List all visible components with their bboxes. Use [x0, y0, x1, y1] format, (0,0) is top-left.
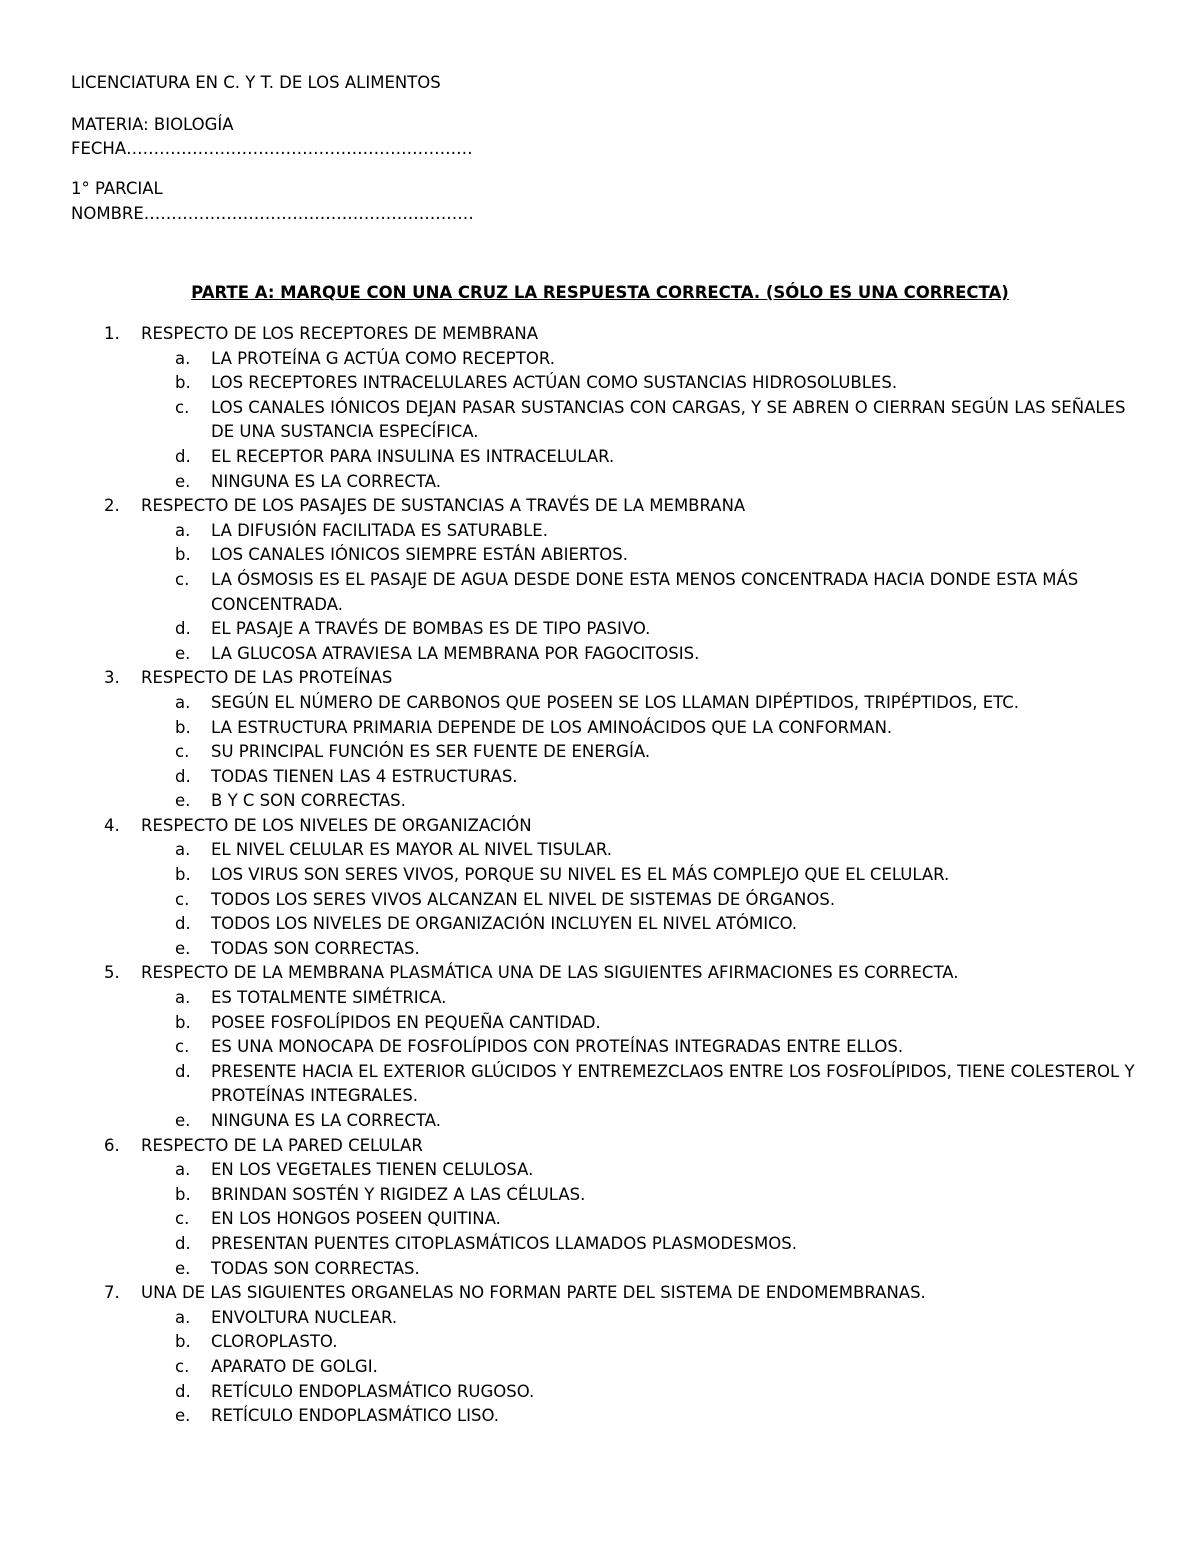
option-letter: e. — [175, 1111, 191, 1130]
question-number: 3. — [104, 668, 120, 688]
option-text: TODOS LOS SERES VIVOS ALCANZAN EL NIVEL DE SISTEMAS DE ÓRGANOS. — [211, 889, 836, 909]
option-letter: a. — [175, 1307, 191, 1327]
option-letter: c. — [175, 397, 190, 417]
answer-option[interactable] — [0, 617, 1200, 642]
question-text: RESPECTO DE LA MEMBRANA PLASMÁTICA UNA DE LAS SIGUIENTES AFIRMACIONES ES CORRECTA. — [141, 963, 959, 983]
option-letter: d. — [175, 766, 191, 786]
option-text: LA ESTRUCTURA PRIMARIA DEPENDE DE LOS AMINOÁCIDOS QUE LA CONFORMAN. — [211, 717, 893, 737]
question-number: 6. — [104, 1135, 120, 1155]
option-text: APARATO DE GOLGI. — [211, 1356, 378, 1376]
answer-option[interactable] — [0, 912, 1200, 937]
degree-title: LICENCIATURA EN C. Y T. DE LOS ALIMENTOS — [71, 73, 441, 92]
option-text: ENVOLTURA NUCLEAR. — [211, 1307, 398, 1327]
question-item — [0, 666, 1200, 814]
option-letter: b. — [175, 865, 191, 885]
option-letter: c. — [175, 1037, 190, 1057]
answer-option[interactable] — [0, 888, 1200, 913]
option-text: EL PASAJE A TRAVÉS DE BOMBAS ES DE TIPO PASIVO. — [211, 619, 651, 639]
option-letter: c. — [175, 569, 190, 589]
answer-option[interactable] — [0, 543, 1200, 568]
answer-option[interactable] — [0, 642, 1200, 667]
option-letter: b. — [175, 1332, 191, 1352]
answer-option[interactable] — [0, 789, 1200, 814]
question-item — [0, 961, 1200, 1133]
question-row — [0, 961, 1200, 986]
option-text: RETÍCULO ENDOPLASMÁTICO LISO. — [211, 1406, 500, 1426]
option-text: TODAS SON CORRECTAS. — [211, 938, 420, 958]
question-text: RESPECTO DE LA PARED CELULAR — [141, 1135, 423, 1155]
answer-option[interactable] — [0, 1060, 1200, 1109]
option-text: LOS CANALES IÓNICOS DEJAN PASAR SUSTANCIAS CON CARGAS, Y SE ABREN O CIERRAN SEGÚN LAS SEÑALES DE UNA SUSTANCIA ESPECÍFICA. — [211, 397, 1126, 442]
option-text: RETÍCULO ENDOPLASMÁTICO RUGOSO. — [211, 1381, 535, 1401]
option-text: LA GLUCOSA ATRAVIESA LA MEMBRANA POR FAGOCITOSIS. — [211, 643, 700, 663]
question-number: 5. — [104, 963, 120, 983]
option-text: LOS RECEPTORES INTRACELULARES ACTÚAN COMO SUSTANCIAS HIDROSOLUBLES. — [211, 373, 898, 393]
answer-option[interactable] — [0, 519, 1200, 544]
answer-option[interactable] — [0, 1109, 1200, 1134]
answer-option[interactable] — [0, 863, 1200, 888]
option-letter: d. — [175, 1381, 191, 1401]
answer-option[interactable] — [0, 1330, 1200, 1355]
answer-option[interactable] — [0, 1158, 1200, 1183]
answer-option[interactable] — [0, 1035, 1200, 1060]
section-title: PARTE A: MARQUE CON UNA CRUZ LA RESPUESTA CORRECTA. (SÓLO ES UNA CORRECTA) — [191, 283, 1009, 302]
option-text: SEGÚN EL NÚMERO DE CARBONOS QUE POSEEN SE LOS LLAMAN DIPÉPTIDOS, TRIPÉPTIDOS, ETC. — [211, 692, 1020, 712]
answer-option[interactable] — [0, 1207, 1200, 1232]
option-text: TODAS TIENEN LAS 4 ESTRUCTURAS. — [211, 766, 518, 786]
answer-option[interactable] — [0, 691, 1200, 716]
option-letter: d. — [175, 914, 191, 934]
question-item — [0, 494, 1200, 666]
question-item — [0, 1281, 1200, 1429]
option-letter: d. — [175, 446, 191, 466]
answer-option[interactable] — [0, 986, 1200, 1011]
option-text: LA ÓSMOSIS ES EL PASAJE DE AGUA DESDE DONE ESTA MENOS CONCENTRADA HACIA DONDE ESTA MÁS CONCENTRADA. — [211, 569, 1079, 614]
option-letter: e. — [175, 643, 191, 663]
option-letter: c. — [175, 889, 190, 909]
option-letter: d. — [175, 1233, 191, 1253]
answer-option[interactable] — [0, 396, 1200, 445]
option-text: PRESENTAN PUENTES CITOPLASMÁTICOS LLAMADOS PLASMODESMOS. — [211, 1233, 797, 1253]
option-letter: c. — [175, 1209, 190, 1229]
option-text: TODOS LOS NIVELES DE ORGANIZACIÓN INCLUYEN EL NIVEL ATÓMICO. — [211, 914, 798, 934]
option-text: NINGUNA ES LA CORRECTA. — [211, 1111, 441, 1130]
option-letter: e. — [175, 471, 191, 491]
question-list — [0, 322, 1200, 1429]
option-letter: e. — [175, 938, 191, 958]
option-text: LOS VIRUS SON SERES VIVOS, PORQUE SU NIVEL ES EL MÁS COMPLEJO QUE EL CELULAR. — [211, 865, 950, 885]
option-letter: a. — [175, 520, 191, 540]
option-text: NINGUNA ES LA CORRECTA. — [211, 471, 441, 491]
option-text: PRESENTE HACIA EL EXTERIOR GLÚCIDOS Y ENTREMEZCLAOS ENTRE LOS FOSFOLÍPIDOS, TIENE COLESTEROL Y PROTEÍNAS INTEGRALES. — [211, 1061, 1135, 1106]
question-item — [0, 814, 1200, 962]
question-text: RESPECTO DE LOS PASAJES DE SUSTANCIAS A TRAVÉS DE LA MEMBRANA — [141, 496, 746, 516]
option-text: POSEE FOSFOLÍPIDOS EN PEQUEÑA CANTIDAD. — [211, 1012, 601, 1032]
answer-option[interactable] — [0, 765, 1200, 790]
answer-option[interactable] — [0, 1380, 1200, 1405]
answer-option[interactable] — [0, 937, 1200, 962]
answer-option[interactable] — [0, 1355, 1200, 1380]
question-number: 7. — [104, 1283, 120, 1303]
name-line: NOMBRE…………………………………………………… — [71, 204, 474, 223]
question-row — [0, 666, 1200, 691]
option-letter: d. — [175, 619, 191, 639]
option-letter: c. — [175, 1356, 190, 1376]
option-letter: b. — [175, 717, 191, 737]
answer-option[interactable] — [0, 1183, 1200, 1208]
question-text: RESPECTO DE LAS PROTEÍNAS — [141, 668, 393, 688]
question-row — [0, 1134, 1200, 1159]
option-letter: b. — [175, 1012, 191, 1032]
question-number: 2. — [104, 496, 120, 516]
option-letter: e. — [175, 1258, 191, 1278]
answer-option[interactable] — [0, 716, 1200, 741]
answer-option[interactable] — [0, 445, 1200, 470]
question-item — [0, 322, 1200, 494]
question-row — [0, 1281, 1200, 1306]
answer-option[interactable] — [0, 347, 1200, 372]
option-letter: b. — [175, 1184, 191, 1204]
option-text: EL RECEPTOR PARA INSULINA ES INTRACELULAR. — [211, 446, 615, 466]
question-text: RESPECTO DE LOS NIVELES DE ORGANIZACIÓN — [141, 815, 532, 835]
option-letter: a. — [175, 1160, 191, 1180]
option-letter: c. — [175, 742, 190, 762]
answer-option[interactable] — [0, 1011, 1200, 1036]
date-line: FECHA……………………………………………………… — [71, 139, 473, 158]
exam-title: 1° PARCIAL — [71, 179, 163, 198]
option-text: ES UNA MONOCAPA DE FOSFOLÍPIDOS CON PROTEÍNAS INTEGRADAS ENTRE ELLOS. — [211, 1037, 904, 1057]
option-text: LOS CANALES IÓNICOS SIEMPRE ESTÁN ABIERTOS. — [211, 545, 628, 565]
option-text: SU PRINCIPAL FUNCIÓN ES SER FUENTE DE ENERGÍA. — [211, 742, 651, 762]
question-row — [0, 814, 1200, 839]
option-letter: a. — [175, 840, 191, 860]
option-text: ES TOTALMENTE SIMÉTRICA. — [211, 988, 447, 1008]
answer-option[interactable] — [0, 838, 1200, 863]
option-text: CLOROPLASTO. — [211, 1332, 338, 1352]
subject-line: MATERIA: BIOLOGÍA — [71, 115, 234, 134]
option-text: LA PROTEÍNA G ACTÚA COMO RECEPTOR. — [211, 348, 555, 368]
option-text: EN LOS VEGETALES TIENEN CELULOSA. — [211, 1160, 534, 1180]
answer-option[interactable] — [0, 568, 1200, 617]
option-text: BRINDAN SOSTÉN Y RIGIDEZ A LAS CÉLULAS. — [211, 1184, 586, 1204]
option-letter: a. — [175, 692, 191, 712]
option-letter: b. — [175, 545, 191, 565]
question-row — [0, 322, 1200, 347]
option-letter: a. — [175, 988, 191, 1008]
answer-option[interactable] — [0, 470, 1200, 495]
option-letter: a. — [175, 348, 191, 368]
option-letter: e. — [175, 791, 191, 811]
option-text: TODAS SON CORRECTAS. — [211, 1258, 420, 1278]
answer-option[interactable] — [0, 1404, 1200, 1429]
question-text: RESPECTO DE LOS RECEPTORES DE MEMBRANA — [141, 324, 539, 343]
answer-option[interactable] — [0, 1232, 1200, 1257]
answer-option[interactable] — [0, 740, 1200, 765]
answer-option[interactable] — [0, 371, 1200, 396]
option-text: LA DIFUSIÓN FACILITADA ES SATURABLE. — [211, 520, 548, 540]
option-text: EN LOS HONGOS POSEEN QUITINA. — [211, 1209, 501, 1229]
option-letter: b. — [175, 373, 191, 393]
option-text: B Y C SON CORRECTAS. — [211, 791, 406, 811]
question-item — [0, 1134, 1200, 1282]
question-row — [0, 494, 1200, 519]
question-number: 4. — [104, 815, 120, 835]
answer-option[interactable] — [0, 1306, 1200, 1331]
question-number: 1. — [104, 324, 120, 343]
option-text: EL NIVEL CELULAR ES MAYOR AL NIVEL TISULAR. — [211, 840, 613, 860]
option-letter: d. — [175, 1061, 191, 1081]
answer-option[interactable] — [0, 1257, 1200, 1282]
option-letter: e. — [175, 1406, 191, 1426]
question-text: UNA DE LAS SIGUIENTES ORGANELAS NO FORMAN PARTE DEL SISTEMA DE ENDOMEMBRANAS. — [141, 1283, 926, 1303]
